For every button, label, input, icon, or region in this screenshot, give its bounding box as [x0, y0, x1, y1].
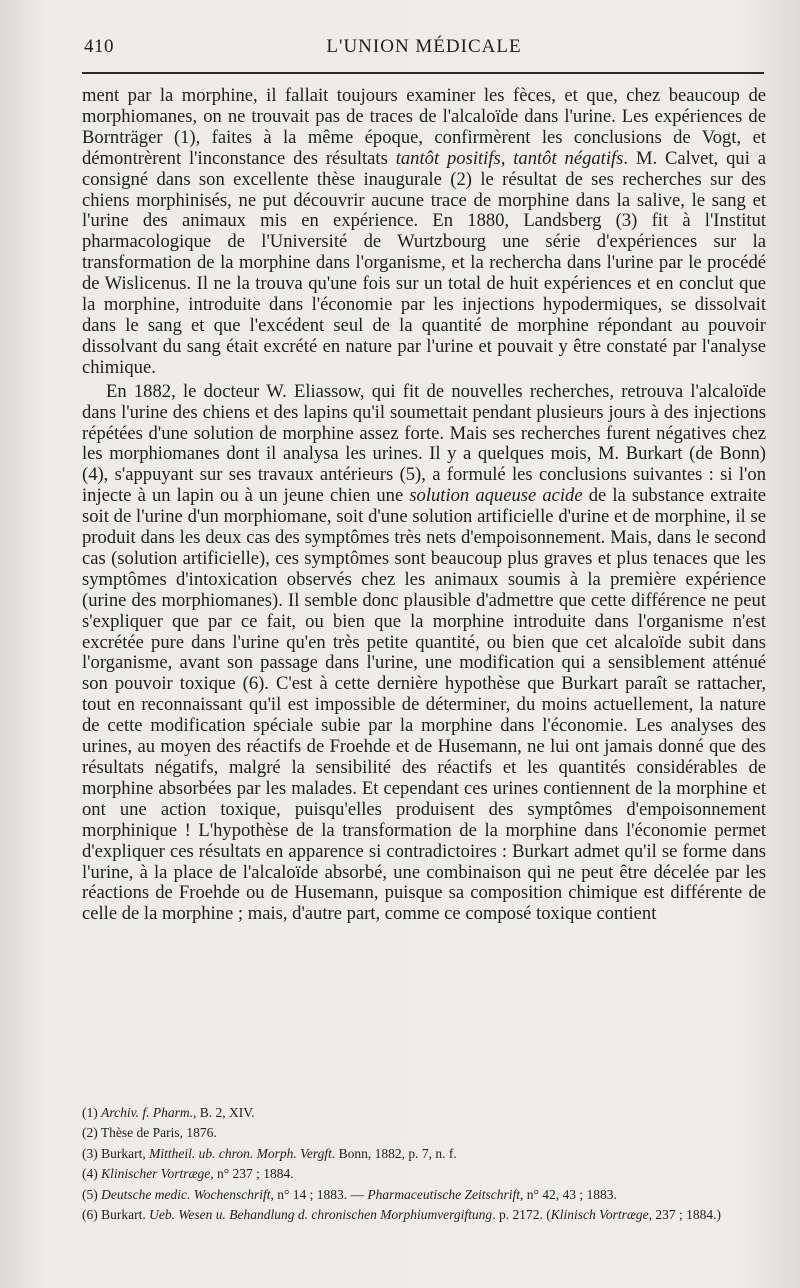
- footnotes: [82, 1103, 766, 1225]
- italic-text: Klinisch Vortræge: [550, 1207, 649, 1223]
- text-run: , B. 2, XIV.: [192, 1105, 255, 1120]
- text-run: (6) Burkart.: [82, 1207, 150, 1223]
- text-run: Bonn, 1882, p. 7, n. f.: [335, 1145, 457, 1161]
- italic-text: Mittheil. ub. chron. Morph. Vergft.: [149, 1145, 336, 1161]
- text-run: , n° 237 ; 1884.: [210, 1166, 294, 1182]
- footnote: [82, 1185, 766, 1205]
- text-run: , n° 14 ; 1883. —: [270, 1186, 368, 1202]
- footnote: [82, 1103, 766, 1123]
- text-run: de la substance extraite soit de l'urine d'un morphiomane, soit d'une solution artificielle d'urine et de morphine, il se produit dans les deux cas des symptômes très nets d'empoisonnement. Mais, dans le second cas (solution artificielle), ces symptômes sont beaucoup plus graves et plus tenaces que les symptômes d'intoxication observés chez les animaux soumis à la première expérience (urine des morphiomanes). Il semble donc plausible d'admettre que cette différence ne peut s'expliquer que par ce fait, ou bien que la morphine introduite dans l'organisme n'est excrétée pure dans l'urine qu'en très petite quantité, ou bien que cet alcaloïde subit dans l'organisme, avant son passage dans l'urine, une modification qui a sensiblement atténué son pouvoir toxique (6). C'est à cette dernière hypothèse que Burkart paraît se rattacher, tout en reconnaissant qu'il est impossible de déterminer, du moins actuellement, la nature de cette modification spéciale subie par la morphine dans l'économie. Les analyses des urines, au moyen des réactifs de Froehde et de Husemann, ne lui ont jamais donné que des résultats négatifs, malgré la sensibilité des réactifs et les quantités considérables de morphine absorbées par les malades. Et cependant ces urines contiennent de la morphine et ont une action toxique, puisqu'elles produisent des symptômes d'empoisonnement morphinique ! L'hypothèse de la transformation de la morphine dans l'économie permet d'expliquer ces résultats en apparence si contradictoires : Burkart admet qu'il se forme dans l'urine, à la place de l'alcaloïde absorbé, une combinaison qui ne peut être décelée par les réactions de Froehde ou de Husemann, puisque sa composition chimique est différente de celle de la morphine ; mais, d'autre part, comme ce composé toxique contient: [82, 485, 766, 925]
- paragraph: [82, 382, 766, 926]
- text-run: En 1882, le docteur W. Eliassow, qui fit de nouvelles recherches, retrouva l'alcaloïde dans l'urine des chiens et des lapins qu'il soumettait pendant plusieurs jours à des injections répétées d'une solution de morphine assez forte. Mais ses recherches furent négatives chez les morphiomanes dont il analysa les urines. Il y a quelques mois, M. Burkart (de Bonn) (4), s'appuyant sur ses travaux antérieurs (5), a formulé les conclusions suivantes : si l'on injecte à un lapin ou à un jeune chien une: [82, 380, 766, 507]
- footnote: [82, 1123, 766, 1143]
- text-run: , 237 ; 1884.): [648, 1207, 721, 1223]
- text-run: (1): [82, 1105, 102, 1120]
- italic-text: Pharmaceutische Zeitschrift: [367, 1186, 520, 1202]
- italic-text: Deutsche medic. Wochenschrift: [101, 1186, 271, 1202]
- footnote: [82, 1205, 766, 1225]
- italic-text: Archiv. f. Pharm.: [101, 1105, 193, 1120]
- text-run: , n° 42, 43 ; 1883.: [519, 1186, 617, 1202]
- text-run: (4): [82, 1166, 102, 1182]
- italic-text: tantôt positifs, tantôt négatifs: [395, 147, 624, 169]
- text-run: . p. 2172. (: [492, 1207, 551, 1223]
- page-header: [84, 34, 764, 64]
- text-run: (5): [82, 1186, 102, 1202]
- footnote: [82, 1164, 766, 1184]
- italic-text: solution aqueuse acide: [409, 485, 583, 507]
- italic-text: Ueb. Wesen u. Behandlung d. chronischen Morphiumvergiftung: [149, 1207, 493, 1223]
- italic-text: Klinischer Vortræge: [101, 1166, 211, 1182]
- page-number: 410: [84, 36, 114, 57]
- text-run: (2) Thèse de Paris, 1876.: [82, 1125, 217, 1141]
- paragraph: [82, 86, 766, 379]
- text-run: ment par la morphine, il fallait toujours examiner les fèces, et que, chez beaucoup de morphiomanes, on ne trouvait pas de traces de l'alcaloïde dans l'urine. Les expériences de Bornträger (1), faites à la même époque, confirmèrent les conclusions de Vogt, et démontrèrent l'inconstance des résultats: [82, 85, 766, 169]
- header-rule: [82, 72, 764, 74]
- text-run: (3) Burkart,: [82, 1145, 150, 1161]
- text-run: . M. Calvet, qui a consigné dans son excellente thèse inaugurale (2) le résultat de ses recherches sur des chiens morphinisés, ne put découvrir aucune trace de morphine dans la salive, le sang et l'urine des animaux mis en expérience. En 1880, Landsberg (3) fit à l'Institut pharmacologique de l'Université de Wurtzbourg une série d'expériences sur la transformation de la morphine dans l'organisme, et la rechercha dans l'urine par le procédé de Wislicenus. Il ne la trouva qu'une fois sur un total de huit expériences et en conclut que la morphine, introduite dans l'économie par les injections hypodermiques, se dissolvait dans le sang et que l'excédent seul de la quantité de morphine répondant au pouvoir dissolvant du sang était excrété en nature par l'urine et pouvait y être constaté par l'analyse chimique.: [82, 147, 766, 378]
- footnote: [82, 1144, 766, 1164]
- body-text: [82, 86, 766, 925]
- running-title: L'UNION MÉDICALE: [326, 36, 522, 57]
